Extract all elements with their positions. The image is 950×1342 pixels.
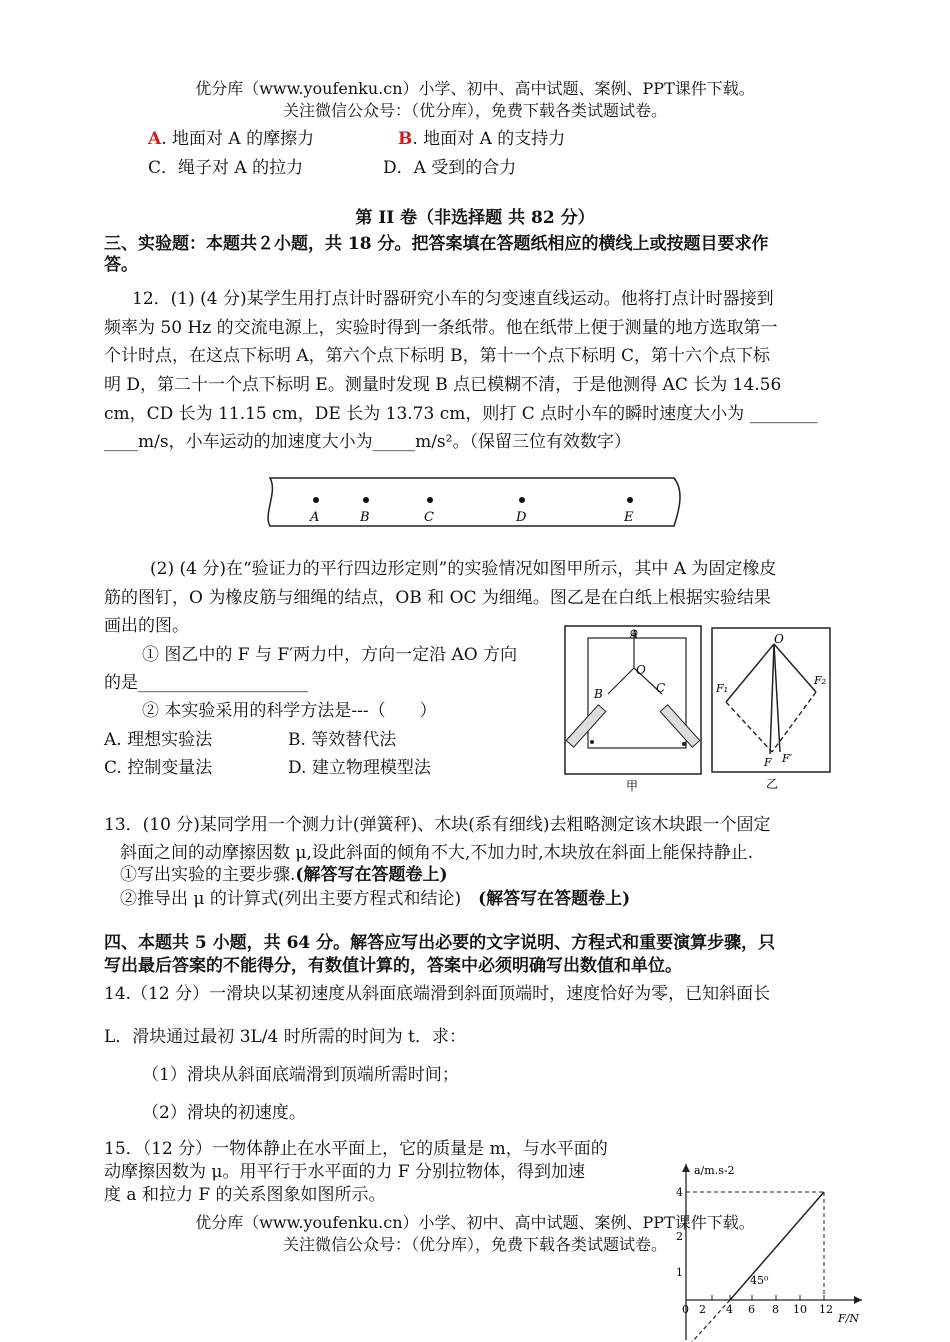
yi-caption: 乙 xyxy=(766,777,779,791)
option-d: D．A 受到的合力 xyxy=(383,158,517,178)
q12-sub2: ② 本实验采用的科学方法是---（ ） xyxy=(142,701,437,721)
graph-angle-label: 45⁰ xyxy=(750,1274,769,1287)
section-4-header-line-2: 写出最后答案的不能得分，有数值计算的，答案中必须明确写出数值和单位。 xyxy=(104,956,682,976)
yi-label-f-prime: F′ xyxy=(782,752,793,765)
graph-xtick-8: 8 xyxy=(772,1303,779,1316)
watermark-line-1: 优分库（www.youfenku.cn）小学、初中、高中试题、案例、PPT课件下载。 xyxy=(195,79,755,98)
graph-extension-line xyxy=(692,1300,730,1342)
yi-label-f2: F₂ xyxy=(814,674,827,687)
q13-step-1-note: (解答写在答题卷上) xyxy=(295,865,448,885)
option-b-letter: B xyxy=(398,129,413,149)
q13-step-2: ②推导出 μ 的计算式(列出主要方程式和结论) xyxy=(120,889,462,909)
graph-ytick-1: 1 xyxy=(676,1266,683,1279)
option-c: C．绳子对 A 的拉力 xyxy=(148,158,304,178)
watermark-bottom-line-2: 关注微信公众号：（优分库），免费下载各类试题试卷。 xyxy=(282,1235,667,1254)
q15-line-1: 15．（12 分）一物体静止在水平面上，它的质量是 m，与水平面的 xyxy=(104,1139,608,1159)
q12-part2-line-3: 画出的图。 xyxy=(104,616,189,636)
tape-label-c: C xyxy=(424,510,434,525)
q12-line-3: 个计时点，在这点下标明 A，第六个点下标明 B，第十一个点下标明 C，第十六个点下标 xyxy=(104,346,770,366)
yi-label-f1: F₁ xyxy=(716,682,729,695)
q12-line-5: cm，CD 长为 11.15 cm，DE 长为 13.73 cm，则打 C 点时小车的瞬时速度大小为 ________ xyxy=(104,404,818,424)
watermark-bottom-line-1: 优分库（www.youfenku.cn）小学、初中、高中试题、案例、PPT课件下载。 xyxy=(195,1213,755,1232)
tape-label-d: D xyxy=(516,510,527,525)
q13-line-1: 13．(10 分)某同学用一个测力计(弹簧秤)、木块(系有细线)去粗略测定该木块跟一个固定 xyxy=(104,815,771,835)
yi-label-f: F xyxy=(764,756,772,769)
section-4-header-line-1: 四、本题共 5 小题，共 64 分。解答应写出必要的文字说明、方程式和重要演算步骤，只 xyxy=(104,933,776,953)
graph-xtick-4: 4 xyxy=(726,1303,733,1316)
figure-jia xyxy=(564,624,704,794)
tape-dot-d xyxy=(519,497,525,503)
q12-option-a: A. 理想实验法 xyxy=(104,730,213,750)
q12-option-b: B. 等效替代法 xyxy=(288,730,397,750)
q12-part2-line-2: 筋的图钉，O 为橡皮筋与细绳的结点，OB 和 OC 为细绳。图乙是在白纸上根据实验结果 xyxy=(104,588,771,608)
option-b-text: . 地面对 A 的支持力 xyxy=(412,129,566,149)
q14-line-2: L．滑块通过最初 3L/4 时所需的时间为 t．求： xyxy=(104,1027,466,1047)
q13-step-1: ①写出实验的主要步骤. xyxy=(120,865,296,885)
a-f-graph xyxy=(672,1160,872,1342)
option-a-letter: A xyxy=(148,129,162,149)
q12-option-d: D. 建立物理模型法 xyxy=(288,758,431,778)
graph-xlabel: F/N xyxy=(838,1312,859,1325)
jia-label-b: B xyxy=(594,687,603,701)
jia-label-a: A xyxy=(630,628,638,641)
graph-ytick-2: 2 xyxy=(676,1230,683,1243)
paper-tape-outline xyxy=(268,478,680,526)
jia-caption: 甲 xyxy=(626,779,639,793)
tape-label-a: A xyxy=(310,510,320,525)
q15-line-3: 度 a 和拉力 F 的关系图象如图所示。 xyxy=(104,1185,386,1205)
graph-xtick-2: 2 xyxy=(699,1303,706,1316)
q13-line-2: 斜面之间的动摩擦因数 μ,设此斜面的倾角不大,不加力时,木块放在斜面上能保持静止. xyxy=(120,843,754,863)
tape-dot-b xyxy=(363,497,369,503)
q12-sub1-line-1: ① 图乙中的 F 与 F′两力中，方向一定沿 AO 方向 xyxy=(142,645,518,665)
q12-sub1-line-2: 的是____________________ xyxy=(104,673,308,693)
q12-line-4: 明 D，第二十一个点下标明 E。测量时发现 B 点已模糊不清，于是他测得 AC 长为 14.56 xyxy=(104,375,782,395)
q12-line-1: 12．(1) (4 分)某学生用打点计时器研究小车的匀变速直线运动。他将打点计时器接到 xyxy=(132,289,774,309)
q13-step-2-note: (解答写在答题卷上) xyxy=(478,889,631,909)
graph-ytick-4: 4 xyxy=(676,1186,683,1199)
jia-label-o: O xyxy=(636,663,646,677)
graph-xtick-6: 6 xyxy=(748,1303,755,1316)
option-b xyxy=(398,128,565,150)
paper-tape-figure xyxy=(264,474,684,530)
q15-line-2: 动摩擦因数为 μ。用平行于水平面的力 F 分别拉物体，得到加速 xyxy=(104,1162,586,1182)
graph-xtick-0: 0 xyxy=(682,1303,689,1316)
figure-yi xyxy=(710,626,834,796)
q14-part-1: （1）滑块从斜面底端滑到顶端所需时间； xyxy=(142,1065,459,1085)
q13-line-4 xyxy=(120,888,630,910)
q12-part2-line-1: (2) (4 分)在“验证力的平行四边形定则”的实验情况如图甲所示，其中 A 为固定橡皮 xyxy=(150,559,777,579)
tape-dot-a xyxy=(313,497,319,503)
tape-label-b: B xyxy=(360,510,370,525)
tape-dot-e xyxy=(627,497,633,503)
q13-line-3 xyxy=(120,864,448,886)
option-a xyxy=(148,128,314,150)
tape-label-e: E xyxy=(624,510,634,525)
q12-option-c: C. 控制变量法 xyxy=(104,758,213,778)
section-3-header-line-2: 答。 xyxy=(104,255,138,275)
graph-data-line xyxy=(730,1192,824,1300)
graph-xtick-12: 12 xyxy=(819,1303,833,1316)
section-3-header-line-1: 三、实验题：本题共２小题，共 18 分。把答案填在答题纸相应的横线上或按题目要求作 xyxy=(104,234,769,254)
q14-part-2: （2）滑块的初速度。 xyxy=(142,1103,306,1123)
watermark-line-2: 关注微信公众号：（优分库），免费下载各类试题试卷。 xyxy=(282,101,667,120)
tape-dot-c xyxy=(427,497,433,503)
yi-label-o: O xyxy=(774,632,784,646)
option-a-text: . 地面对 A 的摩擦力 xyxy=(161,129,315,149)
jia-label-c: C xyxy=(656,681,666,695)
q12-line-6: ____m/s，小车运动的加速度大小为_____m/s²。（保留三位有效数字） xyxy=(104,432,631,452)
graph-ylabel: a/m.s-2 xyxy=(694,1164,735,1177)
graph-xtick-10: 10 xyxy=(793,1303,807,1316)
q14-line-1: 14.（12 分）一滑块以某初速度从斜面底端滑到斜面顶端时，速度恰好为零，已知斜面长 xyxy=(104,984,771,1004)
q12-line-2: 频率为 50 Hz 的交流电源上，实验时得到一条纸带。他在纸带上便于测量的地方选取第一 xyxy=(104,318,778,338)
section-2-title: 第 II 卷（非选择题 共 82 分） xyxy=(355,208,595,228)
